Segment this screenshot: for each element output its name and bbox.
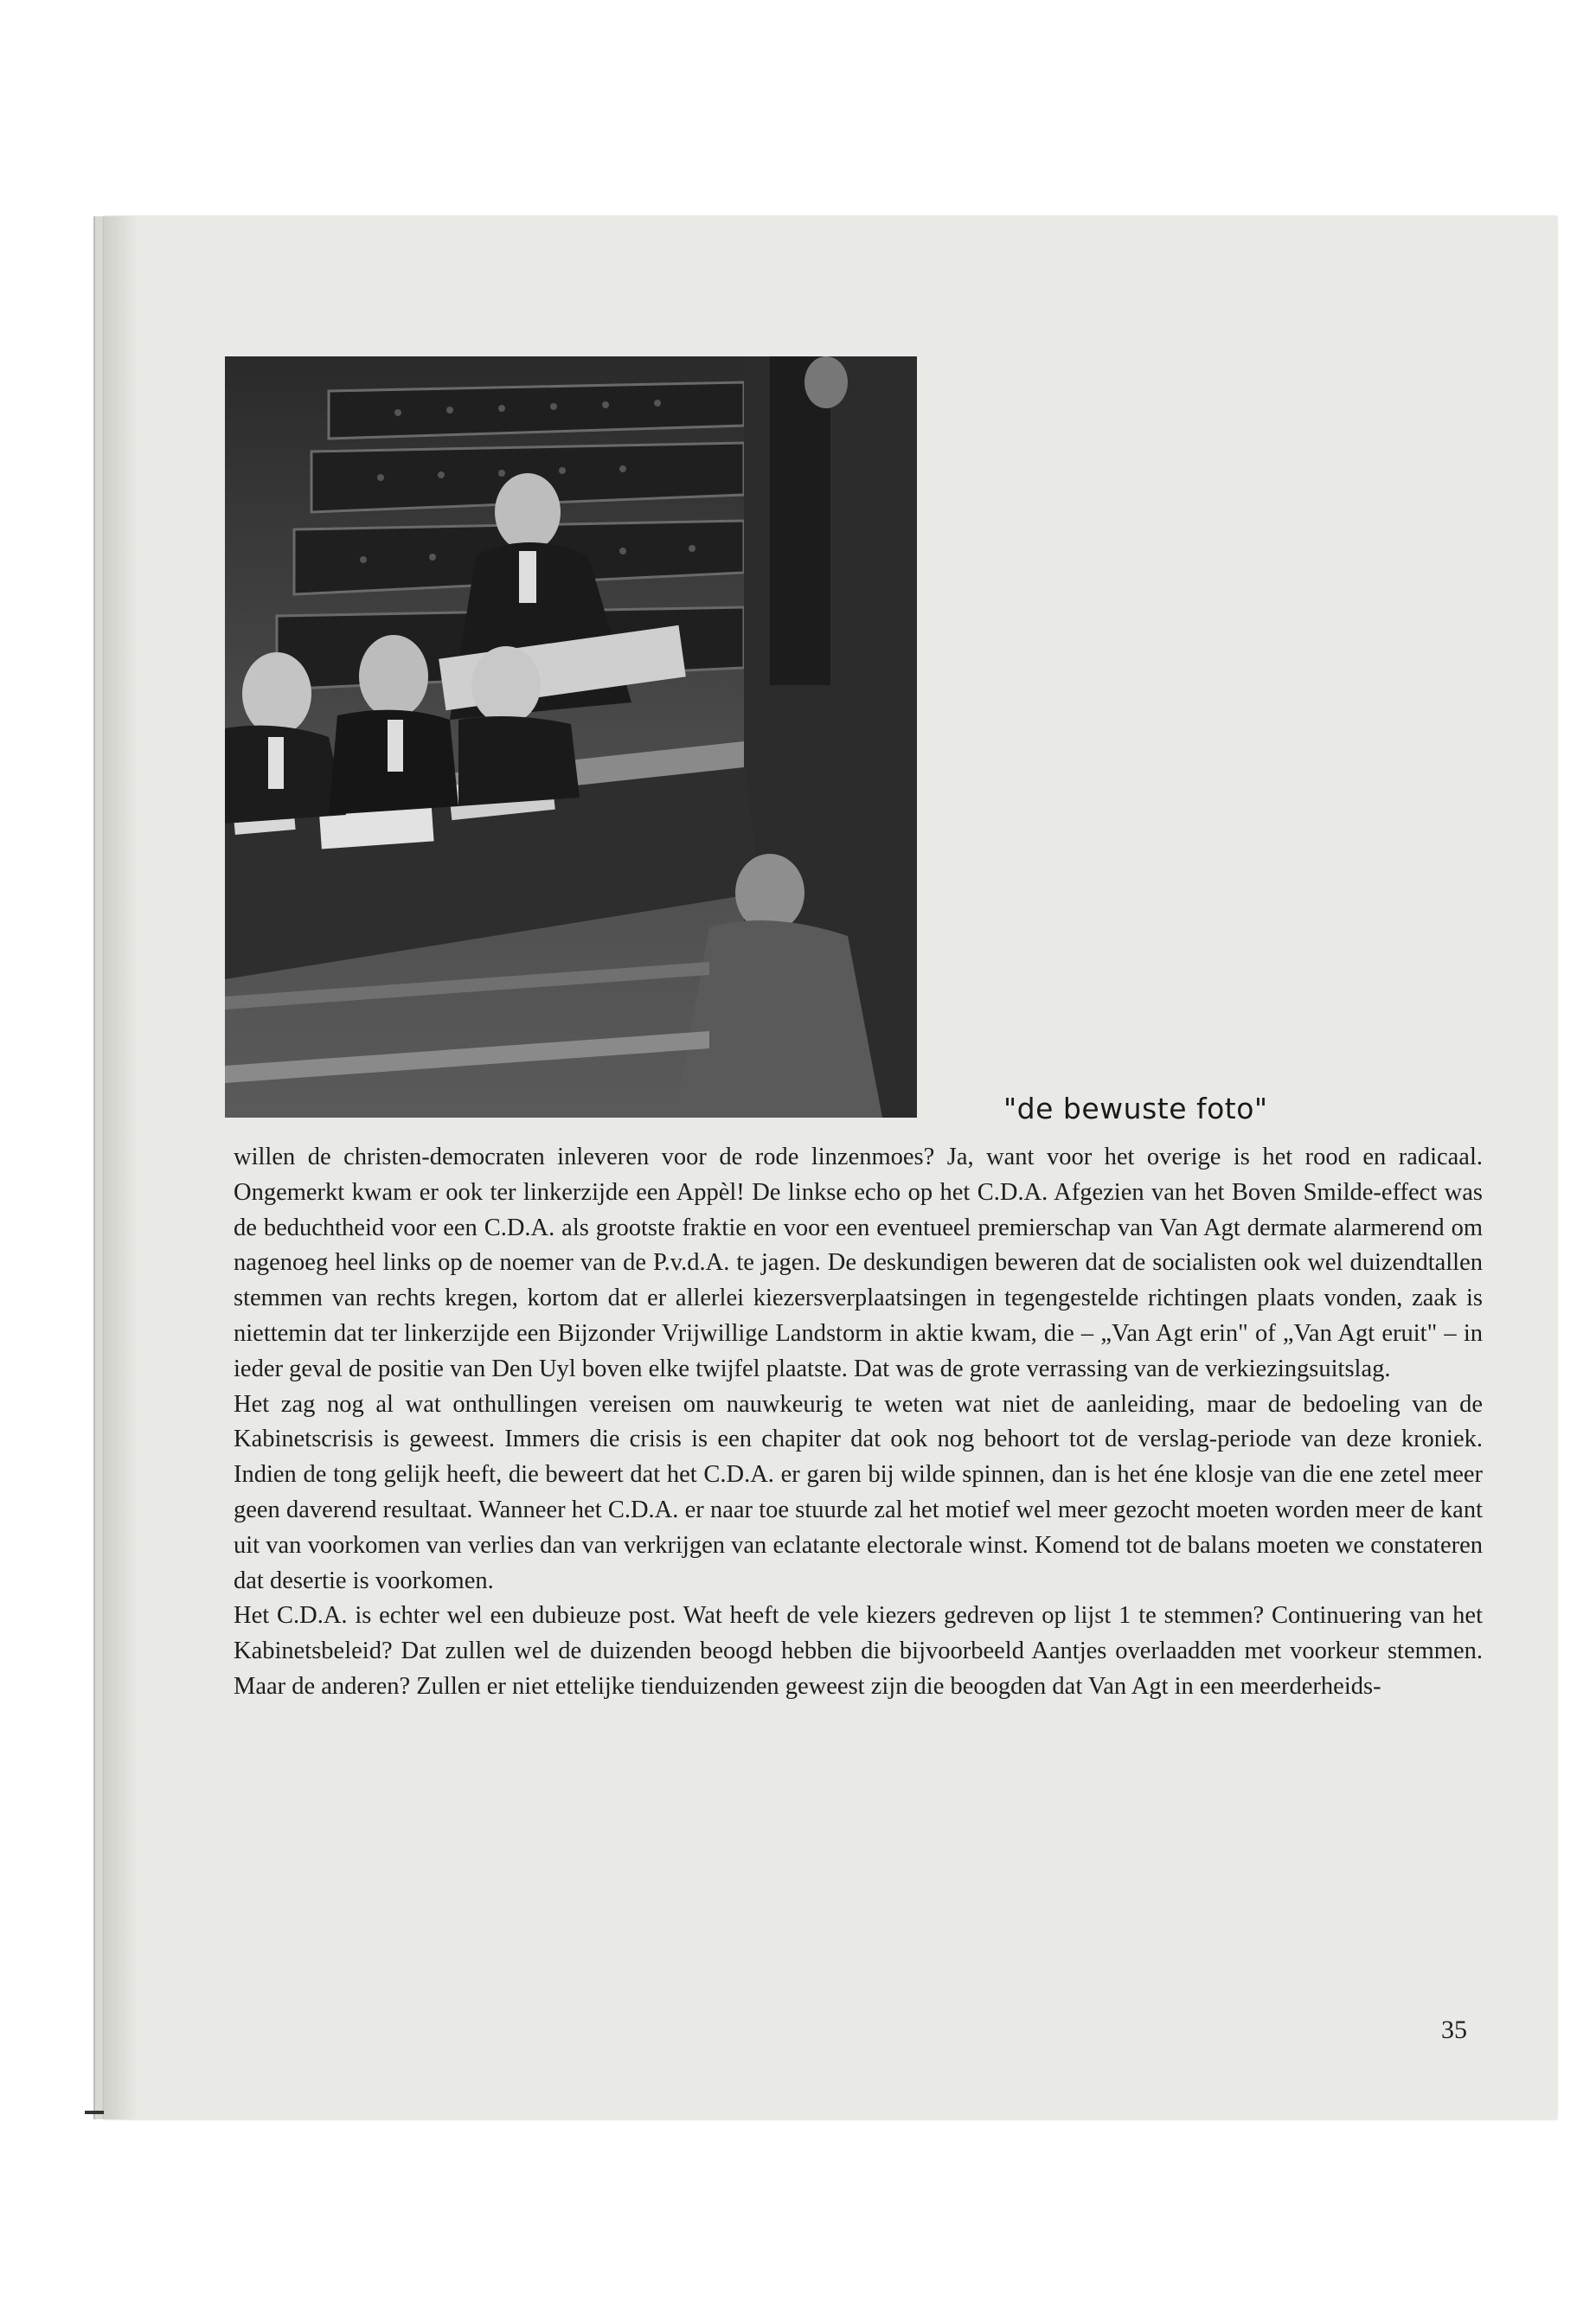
spine-shadow	[104, 216, 138, 2119]
paragraph: Het C.D.A. is echter wel een dubieuze post. Wat heeft de vele kiezers gedreven op lijst 1 te stemmen? Continuering van het Kabinetsbeleid? Dat zullen wel de duizenden beoogd hebben die bijvoorbeeld Aantjes overlaadden met voorkeur stemmen. Maar de anderen? Zullen er niet ettelijke tienduizenden geweest zijn die beoogden dat Van Agt in een meerderheids-	[234, 1602, 1483, 1700]
parliament-photo	[225, 356, 917, 1118]
book-page	[104, 216, 1557, 2119]
photo-caption: "de bewuste foto"	[1003, 1092, 1268, 1125]
paragraph: willen de christen-democraten inleveren voor de rode linzenmoes? Ja, want voor het overige is het rood en radicaal. Ongemerkt kwam er ook ter linkerzijde een Appèl! De linkse echo op het C.D.A. Afgezien van het Boven Smilde-effect was de beduchtheid voor een C.D.A. als grootste fraktie en voor een eventueel premierschap van Van Agt dermate alarmerend om nagenoeg heel links op de noemer van de P.v.d.A. te jagen. De deskundigen beweren dat de socialisten ook wel duizendtallen stemmen van rechts kregen, kortom dat er allerlei kiezersverplaatsingen in tegengestelde richtingen plaats vonden, zaak is niettemin dat ter linkerzijde een Bijzonder Vrijwillige Landstorm in aktie kwam, die – „Van Agt erin" of „Van Agt eruit" – in ieder geval de positie van Den Uyl boven elke twijfel plaatste. Dat was de grote verrassing van de verkiezingsuitslag.	[234, 1144, 1483, 1382]
body-text	[234, 1140, 1483, 1705]
spine-mark	[85, 2111, 104, 2114]
paragraph: Het zag nog al wat onthullingen vereisen om nauwkeurig te weten wat niet de aanleiding, maar de bedoeling van de Kabinetscrisis is geweest. Immers die crisis is een chapiter dat ook nog behoort tot de verslag-periode van deze kroniek. Indien de tong gelijk heeft, die beweert dat het C.D.A. er garen bij wilde spinnen, dan is het éne klosje van die ene zetel meer geen daverend resultaat. Wanneer het C.D.A. er naar toe stuurde zal het motief wel meer gezocht moeten worden meer de kant uit van voorkomen van verlies dan van verkrijgen van eclatante electorale winst. Komend tot de balans moeten we constateren dat desertie is voorkomen.	[234, 1390, 1483, 1594]
page-number: 35	[1441, 2016, 1467, 2044]
photo	[225, 356, 917, 1118]
